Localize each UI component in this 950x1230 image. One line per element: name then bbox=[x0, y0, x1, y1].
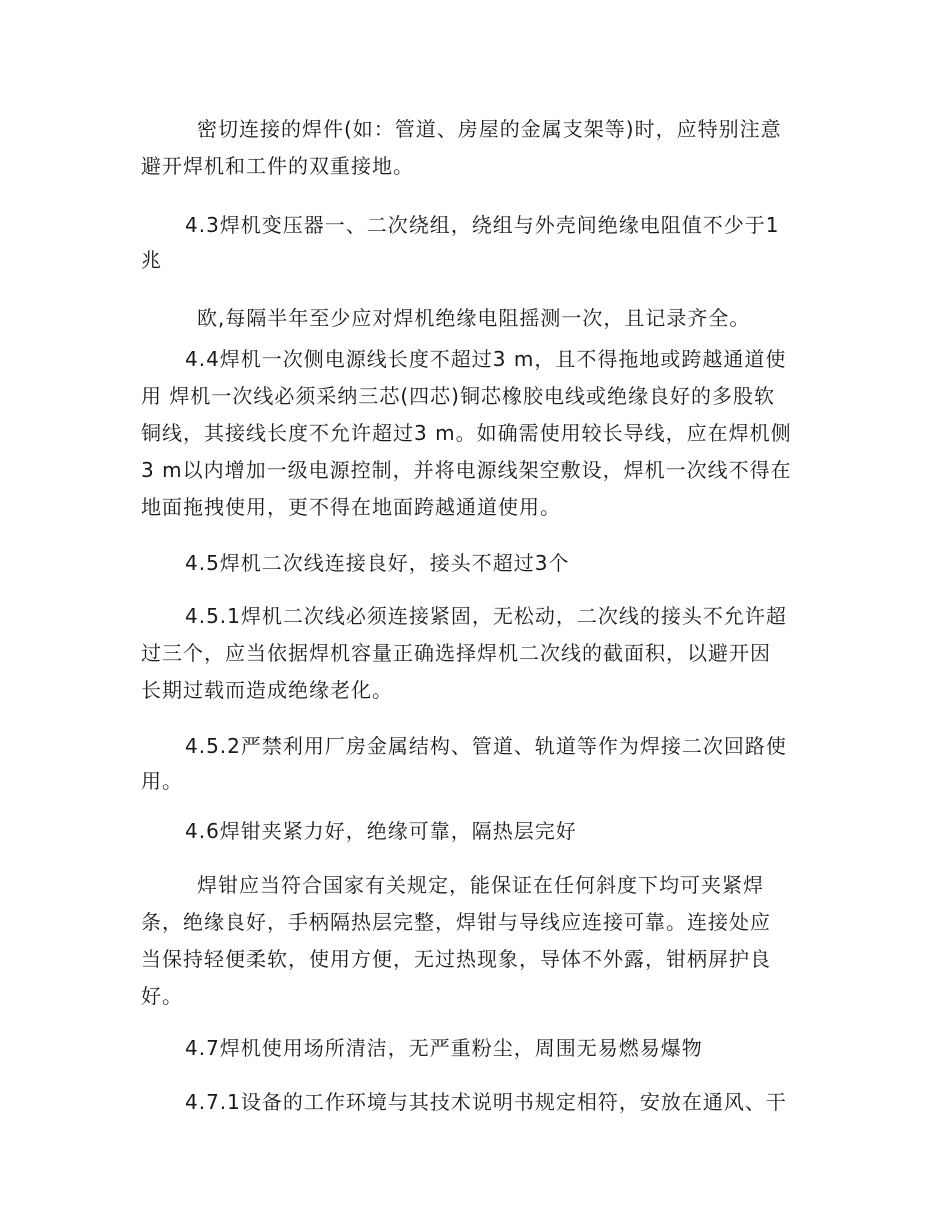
text-line: 用 焊机一次线必须采纳三芯(四芯)铜芯橡胶电线或绝缘良好的多股软 bbox=[141, 384, 775, 408]
text-line: 避开焊机和工件的双重接地。 bbox=[141, 154, 414, 178]
text-line: 铜线，其接线长度不允许超过3 m。如确需使用较长导线，应在焊机侧 bbox=[141, 421, 792, 445]
text-line: 4.7.1设备的工作环境与其技术说明书规定相符，安放在通风、干 bbox=[185, 1090, 787, 1114]
text-line: 3 m以内增加一级电源控制，并将电源线架空敷设，焊机一次线不得在 bbox=[141, 458, 792, 482]
text-line: 好。 bbox=[141, 984, 183, 1008]
text-line: 4.5焊机二次线连接良好，接头不超过3个 bbox=[185, 551, 570, 575]
text-line: 4.5.1焊机二次线必须连接紧固，无松动，二次线的接头不允许超 bbox=[185, 604, 787, 628]
text-line: 地面拖拽使用，更不得在地面跨越通道使用。 bbox=[141, 495, 561, 519]
text-line: 4.4焊机一次侧电源线长度不超过3 m，且不得拖地或跨越通道使 bbox=[185, 347, 787, 371]
text-line: 4.6焊钳夹紧力好，绝缘可靠，隔热层完好 bbox=[185, 819, 577, 843]
text-line: 欧,每隔半年至少应对焊机绝缘电阻摇测一次，且记录齐全。 bbox=[197, 306, 751, 330]
text-line: 条，绝缘良好，手柄隔热层完整，焊钳与导线应连接可靠。连接处应 bbox=[141, 910, 771, 934]
text-line: 4.7焊机使用场所清洁，无严重粉尘，周围无易燃易爆物 bbox=[185, 1036, 703, 1060]
text-line: 4.3焊机变压器一、二次绕组，绕组与外壳间绝缘电阻值不少于1 bbox=[185, 213, 780, 237]
text-line: 长期过载而造成绝缘老化。 bbox=[141, 678, 393, 702]
text-line: 4.5.2严禁利用厂房金属结构、管道、轨道等作为焊接二次回路使 bbox=[185, 734, 787, 758]
text-line: 当保持轻便柔软，使用方便，无过热现象，导体不外露，钳柄屏护良 bbox=[141, 947, 771, 971]
text-line: 兆 bbox=[141, 248, 162, 272]
text-line: 焊钳应当符合国家有关规定，能保证在任何斜度下均可夹紧焊 bbox=[197, 873, 764, 897]
text-line: 密切连接的焊件(如：管道、房屋的金属支架等)时，应特别注意 bbox=[197, 117, 782, 141]
text-line: 过三个，应当依据焊机容量正确选择焊机二次线的截面积，以避开因 bbox=[141, 641, 771, 665]
text-line: 用。 bbox=[141, 769, 183, 793]
